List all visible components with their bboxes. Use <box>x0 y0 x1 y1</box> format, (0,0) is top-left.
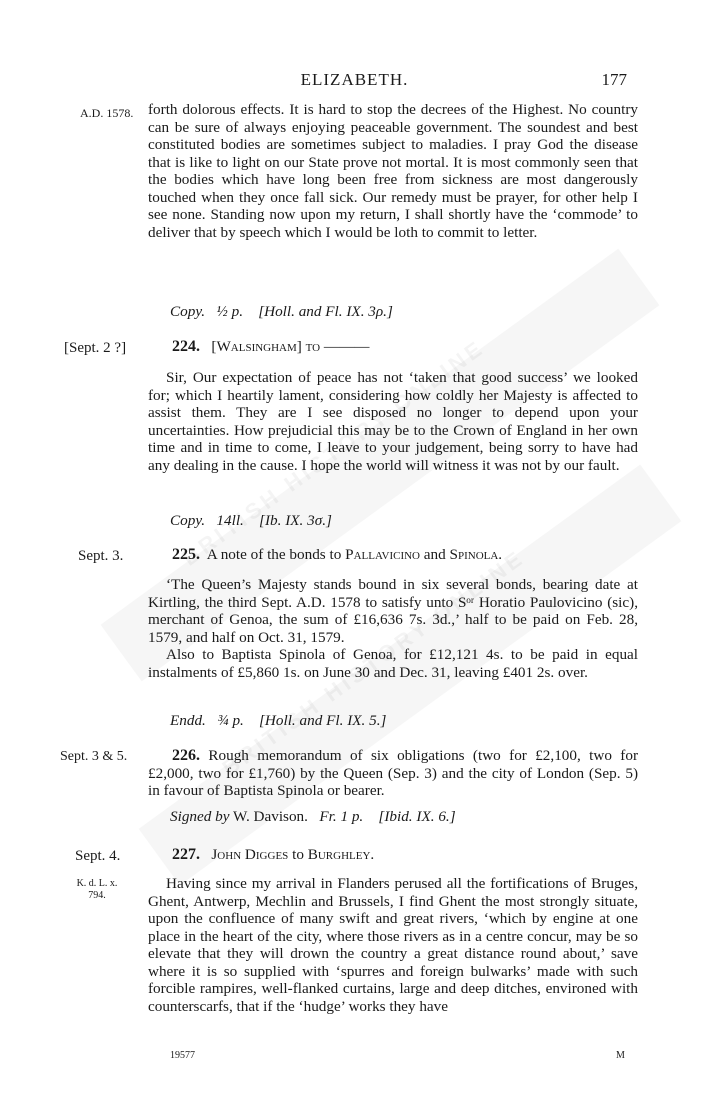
entry-heading <box>172 338 369 356</box>
entry-title-name: Spinola. <box>449 546 503 563</box>
entry-date: Sept. 3 & 5. <box>60 749 128 764</box>
citation-size: ¾ p. <box>217 712 244 729</box>
entry-number: 227. <box>172 846 200 863</box>
citation-size: ½ p. <box>216 303 243 320</box>
entry-number: 226. <box>172 747 200 764</box>
printer-signature-letter: M <box>616 1050 625 1061</box>
citation-ref: [Ibid. IX. 6.] <box>378 808 456 825</box>
citation-size: Fr. 1 p. <box>319 808 364 825</box>
entry-summary: Rough memorandum of six obligations (two for £2,100, two for £2,000, two for £1,760) by the Queen (Sep. 3) and the city of London (Sep. 5) in favour of Baptista Spinola or bearer. <box>148 747 638 799</box>
citation-kind: Signed by <box>170 808 230 825</box>
entry-title-conj: and <box>420 546 450 563</box>
entry-date: Sept. 4. <box>75 848 121 864</box>
citation-line <box>170 712 386 730</box>
letter-body: forth dolorous effects. It is hard to stop the decrees of the Highest. No country can be sure of always enjoying peaceable government. The soundest and best constituted bodies are sometimes subject to maladies. I pray God the disease that is like to light on our State prove not mortal. It is most commonly seen that the bodies which have long been free from sickness are most dangerously touched when they once fall sick. Our remedy must be prayer, for other help I see none. Standing now upon my return, I shall shortly have the ‘commode’ to deliver that by speech which I would be loth to commit to letter. <box>148 101 638 241</box>
citation-kind: Endd. <box>170 712 206 729</box>
citation-kind: Copy. <box>170 512 206 529</box>
entry-heading <box>172 846 374 864</box>
margin-reference <box>74 878 120 902</box>
document-body <box>148 747 638 800</box>
citation-kind: Copy. <box>170 303 206 320</box>
page-number: 177 <box>601 70 627 89</box>
letter-body: Having since my arrival in Flanders perused all the fortifications of Bruges, Ghent, Antwerp, Mechlin and Brussels, I find Ghent the most strongly situate, upon the confluence of many swift and great rivers, ‘which by engine at one place in the heart of the city, where those rivers as in a centre concur, may be so elevate that they will drown the country a great distance round about,’ save where it is so supplied with ‘spurres and foreign bulwarks’ made with such forcible rampires, well-flanked curtains, large and deep ditches, environed with counterscarfs, that if the ‘hudge’ works they have <box>148 875 638 1015</box>
entry-heading <box>172 546 502 564</box>
entry-title-conj: to <box>288 846 308 863</box>
entry-recipient: Burghley. <box>307 846 375 863</box>
citation-size: 14ll. <box>216 512 244 529</box>
entry-title: [Walsingham] to ——— <box>211 338 370 355</box>
margin-reference-line: K. d. L. x. <box>76 878 118 889</box>
printer-signature-number: 19577 <box>170 1050 195 1061</box>
citation-signer: W. Davison. <box>233 808 308 825</box>
margin-reference-line: 794. <box>88 890 106 901</box>
document-body: ‘The Queen’s Majesty stands bound in six several bonds, bearing date at Kirtling, the third Sept. A.D. 1578 to satisfy unto Sᵒʳ Horatio Paulovicino (sic), merchant of Genoa, the sum of £16,636 7s. 3d.,’ half to be paid on Feb. 28, 1579, and half on Oct. 31, 1579. <box>148 576 638 646</box>
citation-line <box>170 512 332 530</box>
entry-title-prefix: A note of the bonds to <box>206 546 346 563</box>
citation-ref: [Ib. IX. 3σ.] <box>259 512 332 529</box>
citation-ref: [Holl. and Fl. IX. 5.] <box>259 712 387 729</box>
running-header: ELIZABETH. <box>300 70 409 89</box>
letter-body: Sir, Our expectation of peace has not ‘taken that good success’ we looked for; which I heartily lament, considering how coldly her Majesty is affected to assist them. They are I see disposed no longer to depend upon your uncertainties. How prejudicial this may be to the Crown of England in her own time and in time to come, I leave to your judgement, being sorry to have had any dealing in the cause. I hope the world will witness it was not by our fault. <box>148 369 638 474</box>
entry-title-name: Pallavicino <box>345 546 420 563</box>
document-body: Also to Baptista Spinola of Genoa, for £12,121 4s. to be paid in equal instalments of £5,860 1s. on June 30 and Dec. 31, leaving £401 2s. over. <box>148 646 638 681</box>
citation-line <box>170 303 393 321</box>
entry-number: 224. <box>172 338 200 355</box>
entry-number: 225. <box>172 546 200 563</box>
year-margin-label: A.D. 1578. <box>80 106 134 120</box>
entry-date: [Sept. 2 ?] <box>64 340 127 356</box>
entry-date: Sept. 3. <box>78 548 124 564</box>
entry-sender: John Digges <box>211 846 289 863</box>
citation-ref: [Holl. and Fl. IX. 3ρ.] <box>258 303 393 320</box>
citation-line <box>170 808 456 826</box>
